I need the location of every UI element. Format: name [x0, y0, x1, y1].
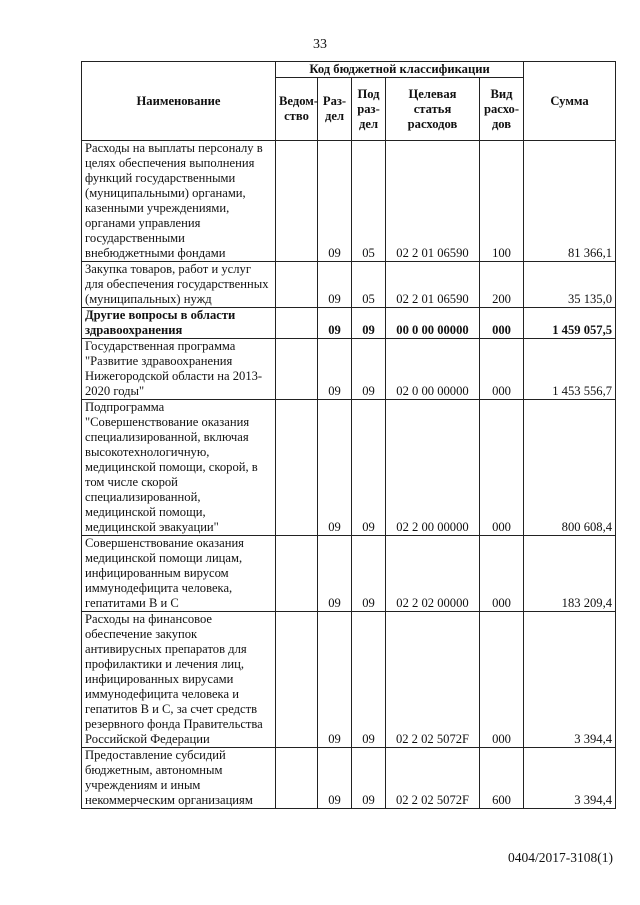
row-sum: 3 394,4 [524, 748, 616, 809]
header-target: Целевая статья расходов [386, 78, 480, 141]
row-name: Подпрограмма "Совершенствование оказания специализированной, включая высокотехнологичную, медицинской помощи, скорой, в том числе скорой специализированной, медицинской помощи, медицинской эвакуации" [82, 400, 276, 536]
header-row-top [82, 62, 616, 78]
row-target: 02 2 01 06590 [386, 141, 480, 262]
row-name: Государственная программа "Развитие здравоохранения Нижегородской области на 2013-2020 годы" [82, 339, 276, 400]
table-row [82, 339, 616, 400]
table-row [82, 400, 616, 536]
row-dept [276, 748, 318, 809]
row-dept [276, 536, 318, 612]
row-name: Расходы на выплаты персоналу в целях обеспечения выполнения функций государственными (муниципальными) органами, казенными учреждениями, органами управления государственными внебюджетными фондами [82, 141, 276, 262]
row-subsection: 09 [352, 400, 386, 536]
table-row [82, 748, 616, 809]
header-section: Раз-дел [318, 78, 352, 141]
row-dept [276, 262, 318, 308]
row-type: 600 [480, 748, 524, 809]
row-section: 09 [318, 536, 352, 612]
row-section: 09 [318, 612, 352, 748]
header-sum: Сумма [524, 62, 616, 141]
row-name: Закупка товаров, работ и услуг для обеспечения государственных (муниципальных) нужд [82, 262, 276, 308]
row-target: 02 2 00 00000 [386, 400, 480, 536]
row-type: 000 [480, 536, 524, 612]
row-section: 09 [318, 308, 352, 339]
table-row [82, 262, 616, 308]
row-name: Расходы на финансовое обеспечение закупок антивирусных препаратов для профилактики и лечения лиц, инфицированных вирусами иммунодефицита человека и гепатитов В и С, за счет средств резервного фонда Правительства Российской Федерации [82, 612, 276, 748]
row-subsection: 09 [352, 339, 386, 400]
row-dept [276, 612, 318, 748]
row-target: 00 0 00 00000 [386, 308, 480, 339]
document-id: 0404/2017-3108(1) [508, 850, 613, 865]
header-type: Вид расхо-дов [480, 78, 524, 141]
row-subsection: 09 [352, 748, 386, 809]
row-target: 02 2 02 00000 [386, 536, 480, 612]
row-dept [276, 400, 318, 536]
row-sum: 800 608,4 [524, 400, 616, 536]
row-section: 09 [318, 400, 352, 536]
budget-classification-table [81, 61, 616, 809]
row-type: 000 [480, 339, 524, 400]
row-dept [276, 141, 318, 262]
row-name: Другие вопросы в области здравоохранения [82, 308, 276, 339]
row-type: 100 [480, 141, 524, 262]
row-type: 000 [480, 308, 524, 339]
table-row [82, 308, 616, 339]
table-row [82, 141, 616, 262]
row-sum: 183 209,4 [524, 536, 616, 612]
row-sum: 35 135,0 [524, 262, 616, 308]
row-section: 09 [318, 262, 352, 308]
row-type: 000 [480, 400, 524, 536]
header-code-group: Код бюджетной классификации [276, 62, 524, 78]
row-target: 02 2 02 5072F [386, 748, 480, 809]
row-subsection: 09 [352, 308, 386, 339]
header-dept: Ведом-ство [276, 78, 318, 141]
row-dept [276, 339, 318, 400]
row-dept [276, 308, 318, 339]
row-sum: 3 394,4 [524, 612, 616, 748]
row-sum: 1 459 057,5 [524, 308, 616, 339]
table-row [82, 612, 616, 748]
row-name: Предоставление субсидий бюджетным, автономным учреждениям и иным некоммерческим организациям [82, 748, 276, 809]
row-target: 02 2 01 06590 [386, 262, 480, 308]
row-sum: 1 453 556,7 [524, 339, 616, 400]
header-name: Наименование [82, 62, 276, 141]
row-section: 09 [318, 339, 352, 400]
row-sum: 81 366,1 [524, 141, 616, 262]
row-section: 09 [318, 141, 352, 262]
row-subsection: 05 [352, 141, 386, 262]
row-name: Совершенствование оказания медицинской помощи лицам, инфицированным вирусом иммунодефицита человека, гепатитами В и С [82, 536, 276, 612]
row-subsection: 09 [352, 536, 386, 612]
row-target: 02 2 02 5072F [386, 612, 480, 748]
table-row [82, 536, 616, 612]
page-number: 33 [313, 37, 327, 52]
row-subsection: 05 [352, 262, 386, 308]
row-type: 200 [480, 262, 524, 308]
header-subsection: Под раз-дел [352, 78, 386, 141]
table-body [82, 141, 616, 809]
row-subsection: 09 [352, 612, 386, 748]
row-target: 02 0 00 00000 [386, 339, 480, 400]
row-type: 000 [480, 612, 524, 748]
row-section: 09 [318, 748, 352, 809]
